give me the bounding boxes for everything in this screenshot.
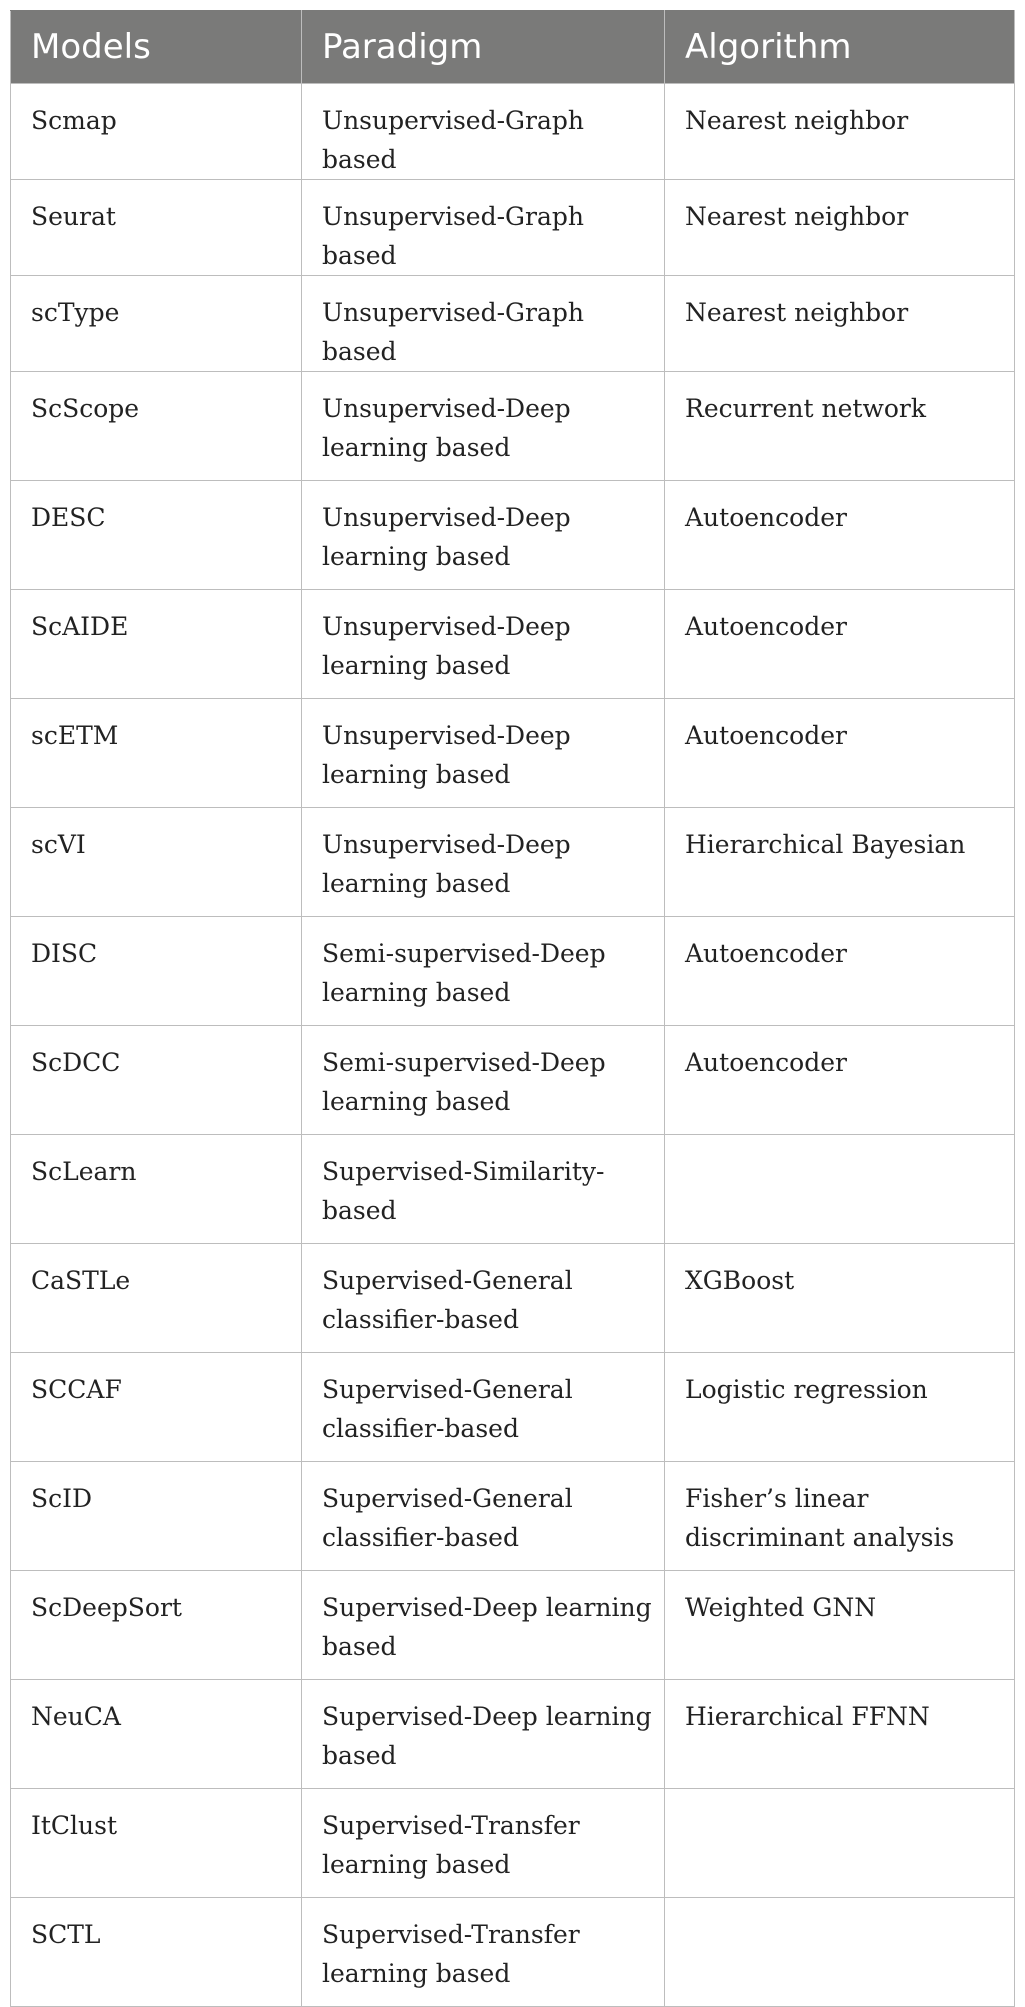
table-row [11, 1571, 1015, 1680]
cell-model: SCCAF [11, 1353, 302, 1462]
cell-paradigm: Unsupervised-Deep learning based [302, 699, 665, 808]
cell-algorithm: XGBoost [665, 1244, 1015, 1353]
cell-model: Seurat [11, 180, 302, 276]
table-row [11, 1898, 1015, 2007]
cell-paradigm: Supervised-Deep learning based [302, 1680, 665, 1789]
cell-paradigm: Unsupervised-Deep learning based [302, 808, 665, 917]
cell-algorithm: Autoencoder [665, 699, 1015, 808]
cell-model: CaSTLe [11, 1244, 302, 1353]
table-row [11, 1353, 1015, 1462]
cell-model: scVI [11, 808, 302, 917]
cell-algorithm: Nearest neighbor [665, 276, 1015, 372]
cell-paradigm: Unsupervised-Deep learning based [302, 372, 665, 481]
cell-paradigm: Supervised-Transfer learning based [302, 1898, 665, 2007]
table-row [11, 917, 1015, 1026]
cell-algorithm: Nearest neighbor [665, 84, 1015, 180]
cell-paradigm: Semi-supervised-Deep learning based [302, 1026, 665, 1135]
cell-model: ScDCC [11, 1026, 302, 1135]
cell-paradigm: Semi-supervised-Deep learning based [302, 917, 665, 1026]
table-row [11, 1244, 1015, 1353]
cell-model: DISC [11, 917, 302, 1026]
cell-algorithm: Autoencoder [665, 917, 1015, 1026]
cell-model: NeuCA [11, 1680, 302, 1789]
cell-algorithm: Recurrent network [665, 372, 1015, 481]
cell-algorithm: Weighted GNN [665, 1571, 1015, 1680]
table-header-row [11, 11, 1015, 84]
cell-algorithm: Hierarchical Bayesian [665, 808, 1015, 917]
cell-paradigm: Unsupervised-Deep learning based [302, 481, 665, 590]
cell-paradigm: Unsupervised-Deep learning based [302, 590, 665, 699]
cell-model: SCTL [11, 1898, 302, 2007]
cell-algorithm: Autoencoder [665, 590, 1015, 699]
cell-model: ScDeepSort [11, 1571, 302, 1680]
table-row [11, 808, 1015, 917]
cell-algorithm: Autoencoder [665, 1026, 1015, 1135]
cell-paradigm: Unsupervised-Graph based [302, 180, 665, 276]
cell-algorithm [665, 1789, 1015, 1898]
cell-algorithm [665, 1135, 1015, 1244]
cell-algorithm: Nearest neighbor [665, 180, 1015, 276]
cell-paradigm: Supervised-Similarity-based [302, 1135, 665, 1244]
table-row [11, 180, 1015, 276]
table-row [11, 699, 1015, 808]
cell-algorithm: Hierarchical FFNN [665, 1680, 1015, 1789]
header-algorithm: Algorithm [665, 11, 1015, 84]
header-paradigm: Paradigm [302, 11, 665, 84]
cell-algorithm: Fisher’s linear discriminant analysis [665, 1462, 1015, 1571]
cell-model: DESC [11, 481, 302, 590]
table-row [11, 481, 1015, 590]
table-row [11, 372, 1015, 481]
cell-paradigm: Supervised-Deep learning based [302, 1571, 665, 1680]
cell-model: scType [11, 276, 302, 372]
models-table-container [10, 10, 1014, 2007]
cell-model: Scmap [11, 84, 302, 180]
cell-model: ScID [11, 1462, 302, 1571]
cell-algorithm: Logistic regression [665, 1353, 1015, 1462]
cell-model: ScAIDE [11, 590, 302, 699]
header-models: Models [11, 11, 302, 84]
cell-paradigm: Supervised-General classifier-based [302, 1462, 665, 1571]
cell-model: ItClust [11, 1789, 302, 1898]
table-row [11, 590, 1015, 699]
table-row [11, 1026, 1015, 1135]
cell-model: ScScope [11, 372, 302, 481]
cell-model: scETM [11, 699, 302, 808]
cell-paradigm: Supervised-General classifier-based [302, 1353, 665, 1462]
cell-algorithm: Autoencoder [665, 481, 1015, 590]
cell-algorithm [665, 1898, 1015, 2007]
cell-paradigm: Supervised-General classifier-based [302, 1244, 665, 1353]
table-row [11, 1789, 1015, 1898]
cell-model: ScLearn [11, 1135, 302, 1244]
table-row [11, 84, 1015, 180]
cell-paradigm: Unsupervised-Graph based [302, 84, 665, 180]
table-row [11, 1462, 1015, 1571]
table-row [11, 1680, 1015, 1789]
cell-paradigm: Unsupervised-Graph based [302, 276, 665, 372]
cell-paradigm: Supervised-Transfer learning based [302, 1789, 665, 1898]
models-table [10, 10, 1015, 2007]
table-row [11, 1135, 1015, 1244]
table-row [11, 276, 1015, 372]
